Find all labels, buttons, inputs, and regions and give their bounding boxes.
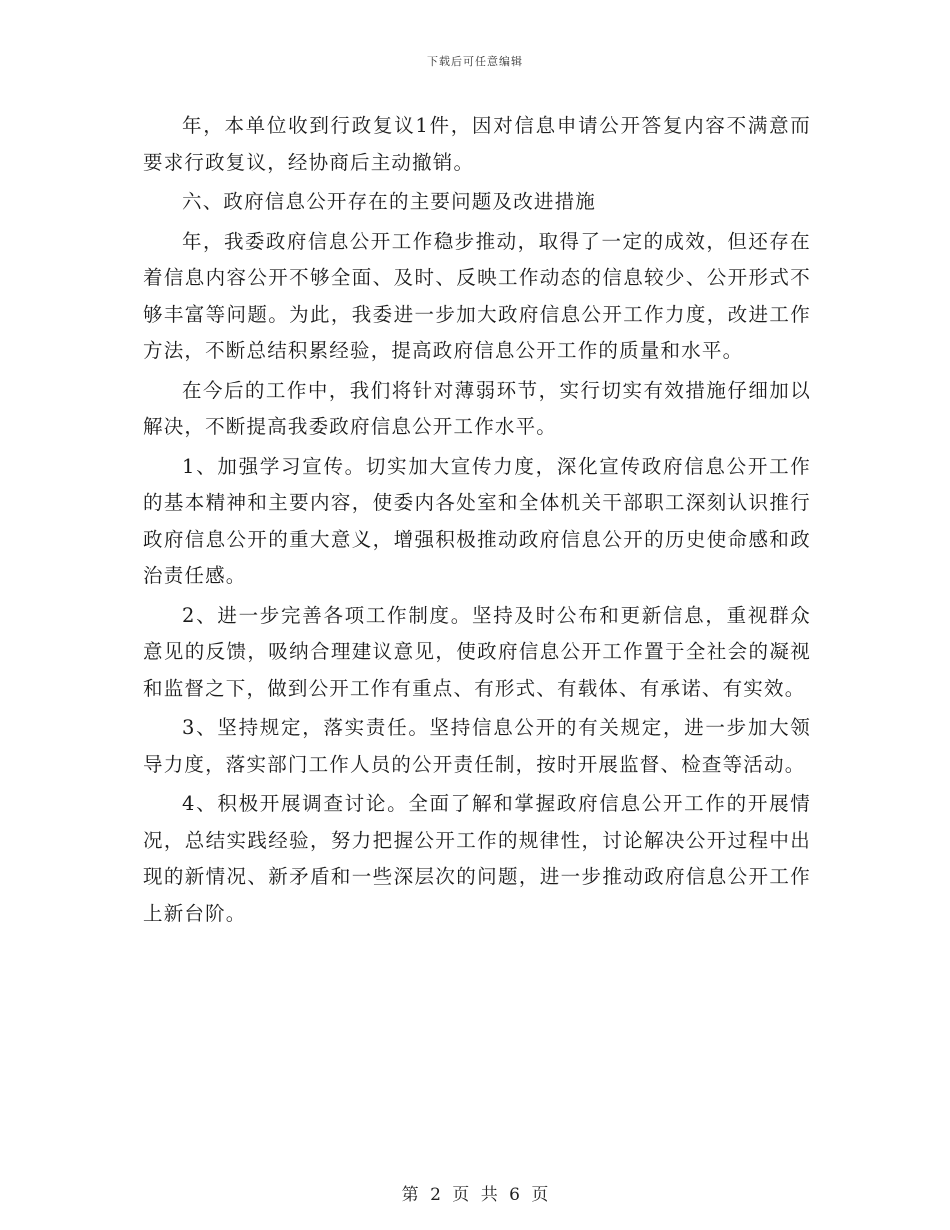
section-heading-problems: 六、政府信息公开存在的主要问题及改进措施 — [182, 190, 597, 213]
paragraph-measure-4: 4、积极开展调查讨论。全面了解和掌握政府信息公开工作的开展情况，总结实践经验，努力把握公开工作的规律性，讨论解决公开过程中出现的新情况、新矛盾和一些深层次的问题，进一步推动政府信息公开工作上新台阶。 — [143, 792, 811, 925]
header-note: 下载后可任意编辑 — [427, 55, 523, 68]
document-body — [143, 108, 811, 935]
page-number: 第 2 页 共 6 页 — [401, 1185, 549, 1205]
paragraph-progress-summary: 年，我委政府信息公开工作稳步推动，取得了一定的成效，但还存在着信息内容公开不够全面、及时、反映工作动态的信息较少、公开形式不够丰富等问题。为此，我委进一步加大政府信息公开工作力度，改进工作方法，不断总结积累经验，提高政府信息公开工作的质量和水平。 — [143, 229, 811, 362]
paragraph-measure-2: 2、进一步完善各项工作制度。坚持及时公布和更新信息，重视群众意见的反馈，吸纳合理建议意见，使政府信息公开工作置于全社会的凝视和监督之下，做到公开工作有重点、有形式、有载体、有承诺、有实效。 — [143, 603, 811, 700]
paragraph-measure-1: 1、加强学习宣传。切实加大宣传力度，深化宣传政府信息公开工作的基本精神和主要内容，使委内各处室和全体机关干部职工深刻认识推行政府信息公开的重大意义，增强积极推动政府信息公开的历史使命感和政治责任感。 — [143, 454, 811, 587]
paragraph-admin-review: 年，本单位收到行政复议1件，因对信息申请公开答复内容不满意而要求行政复议，经协商后主动撤销。 — [143, 114, 811, 174]
paragraph-measure-3: 3、坚持规定，落实责任。坚持信息公开的有关规定，进一步加大领导力度，落实部门工作人员的公开责任制，按时开展监督、检查等活动。 — [143, 716, 811, 776]
paragraph-future-work: 在今后的工作中，我们将针对薄弱环节，实行切实有效措施仔细加以解决，不断提高我委政府信息公开工作水平。 — [143, 378, 811, 438]
